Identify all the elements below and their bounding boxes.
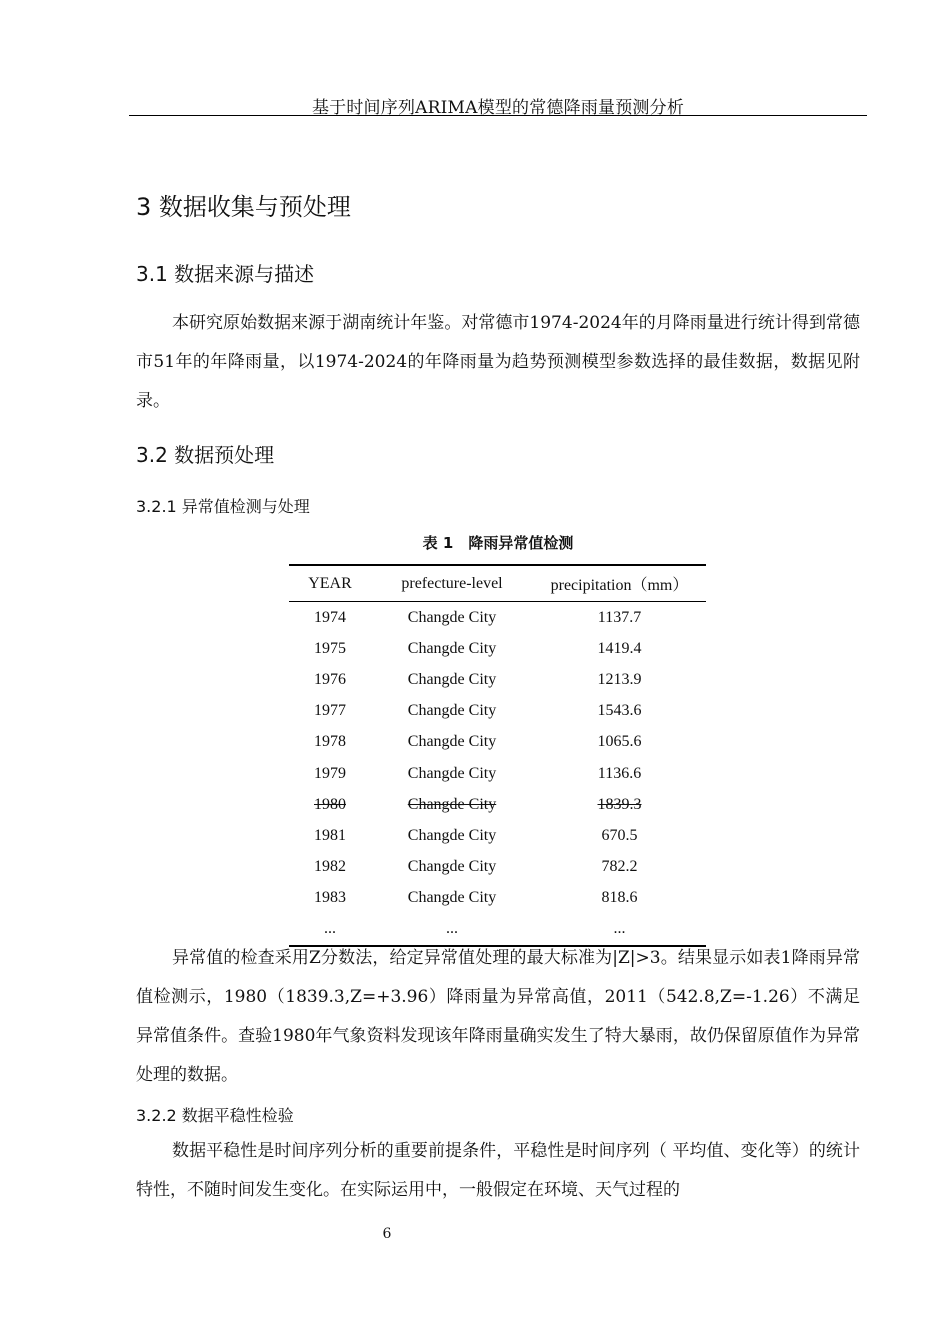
column-header: prefecture-level <box>371 565 533 602</box>
section-heading-3-2: 3.2 数据预处理 <box>136 443 275 467</box>
table-cell: 1974 <box>314 608 346 626</box>
section-heading-3-2-1: 3.2.1 异常值检测与处理 <box>136 497 310 516</box>
table-cell: Changde City <box>407 795 497 813</box>
table-cell: 1976 <box>314 670 346 688</box>
header-rule <box>129 115 867 116</box>
table-cell: Changde City <box>407 608 497 626</box>
table-cell: Changde City <box>407 733 497 751</box>
table-cell: 818.6 <box>601 889 638 907</box>
table-cell: Changde City <box>407 889 497 907</box>
table-cell: 1137.7 <box>597 608 642 626</box>
table-row-outlier <box>289 789 706 820</box>
table-cell: 1982 <box>314 858 346 876</box>
table-cell: 782.2 <box>601 858 638 876</box>
table-row <box>289 883 706 914</box>
column-header: precipitation（mm） <box>533 565 706 602</box>
section-heading-3: 3 数据收集与预处理 <box>136 193 351 221</box>
table-cell: 1981 <box>314 826 346 844</box>
running-header: 基于时间序列ARIMA模型的常德降雨量预测分析 <box>311 98 685 118</box>
table-cell: 1543.6 <box>597 702 642 720</box>
table-cell: 1983 <box>314 889 346 907</box>
table-cell: ... <box>371 914 533 946</box>
table-row <box>289 758 706 789</box>
table-cell: 1136.6 <box>597 764 642 782</box>
table-cell: 1213.9 <box>597 670 642 688</box>
rainfall-outlier-table <box>289 564 706 947</box>
table-cell: 1975 <box>314 639 346 657</box>
table-row <box>289 852 706 883</box>
table-row <box>289 633 706 664</box>
table-cell: ... <box>533 914 706 946</box>
table-row <box>289 696 706 727</box>
paragraph-outlier-detection: 异常值的检查采用Z分数法，给定异常值处理的最大标准为|Z|>3。结果显示如表1降雨异常值检测示，1980（1839.3,Z=+3.96）降雨量为异常高值，2011（542.8,Z=-1.26）不满足异常值条件。查验1980年气象资料发现该年降雨量确实发生了特大暴雨，故仍保留原值作为异常处理的数据。 <box>136 948 860 1085</box>
table-cell: ... <box>289 914 371 946</box>
table-cell: 1419.4 <box>597 639 642 657</box>
table-header-row <box>289 565 706 602</box>
paragraph-stationarity: 数据平稳性是时间序列分析的重要前提条件，平稳性是时间序列（ 平均值、变化等）的统计特性，不随时间发生变化。在实际运用中，一般假定在环境、天气过程的 <box>136 1141 860 1200</box>
table-cell: Changde City <box>407 858 497 876</box>
table-cell: Changde City <box>407 639 497 657</box>
table-cell: 1065.6 <box>597 733 642 751</box>
table-cell: 1980 <box>314 795 346 813</box>
page-number: 6 <box>382 1226 392 1242</box>
section-heading-3-2-2: 3.2.2 数据平稳性检验 <box>136 1106 294 1125</box>
table-cell: Changde City <box>407 826 497 844</box>
table-row <box>289 727 706 758</box>
table-cell: Changde City <box>407 702 497 720</box>
paragraph-data-source: 本研究原始数据来源于湖南统计年鉴。对常德市1974-2024年的月降雨量进行统计得到常德市51年的年降雨量，以1974-2024的年降雨量为趋势预测模型参数选择的最佳数据，数据见附录。 <box>136 313 860 411</box>
table-cell: 1978 <box>314 733 346 751</box>
table-cell: 670.5 <box>601 826 638 844</box>
table-cell: Changde City <box>407 764 497 782</box>
table-cell: 1839.3 <box>597 795 642 813</box>
section-heading-3-1: 3.1 数据来源与描述 <box>136 262 315 286</box>
table-cell: 1979 <box>314 764 346 782</box>
column-header: YEAR <box>289 565 371 602</box>
table-cell: Changde City <box>407 670 497 688</box>
table-row <box>289 820 706 851</box>
table-row <box>289 664 706 695</box>
table-row <box>289 602 706 634</box>
table-caption: 表 1 降雨异常值检测 <box>422 534 574 552</box>
table-cell: 1977 <box>314 702 346 720</box>
